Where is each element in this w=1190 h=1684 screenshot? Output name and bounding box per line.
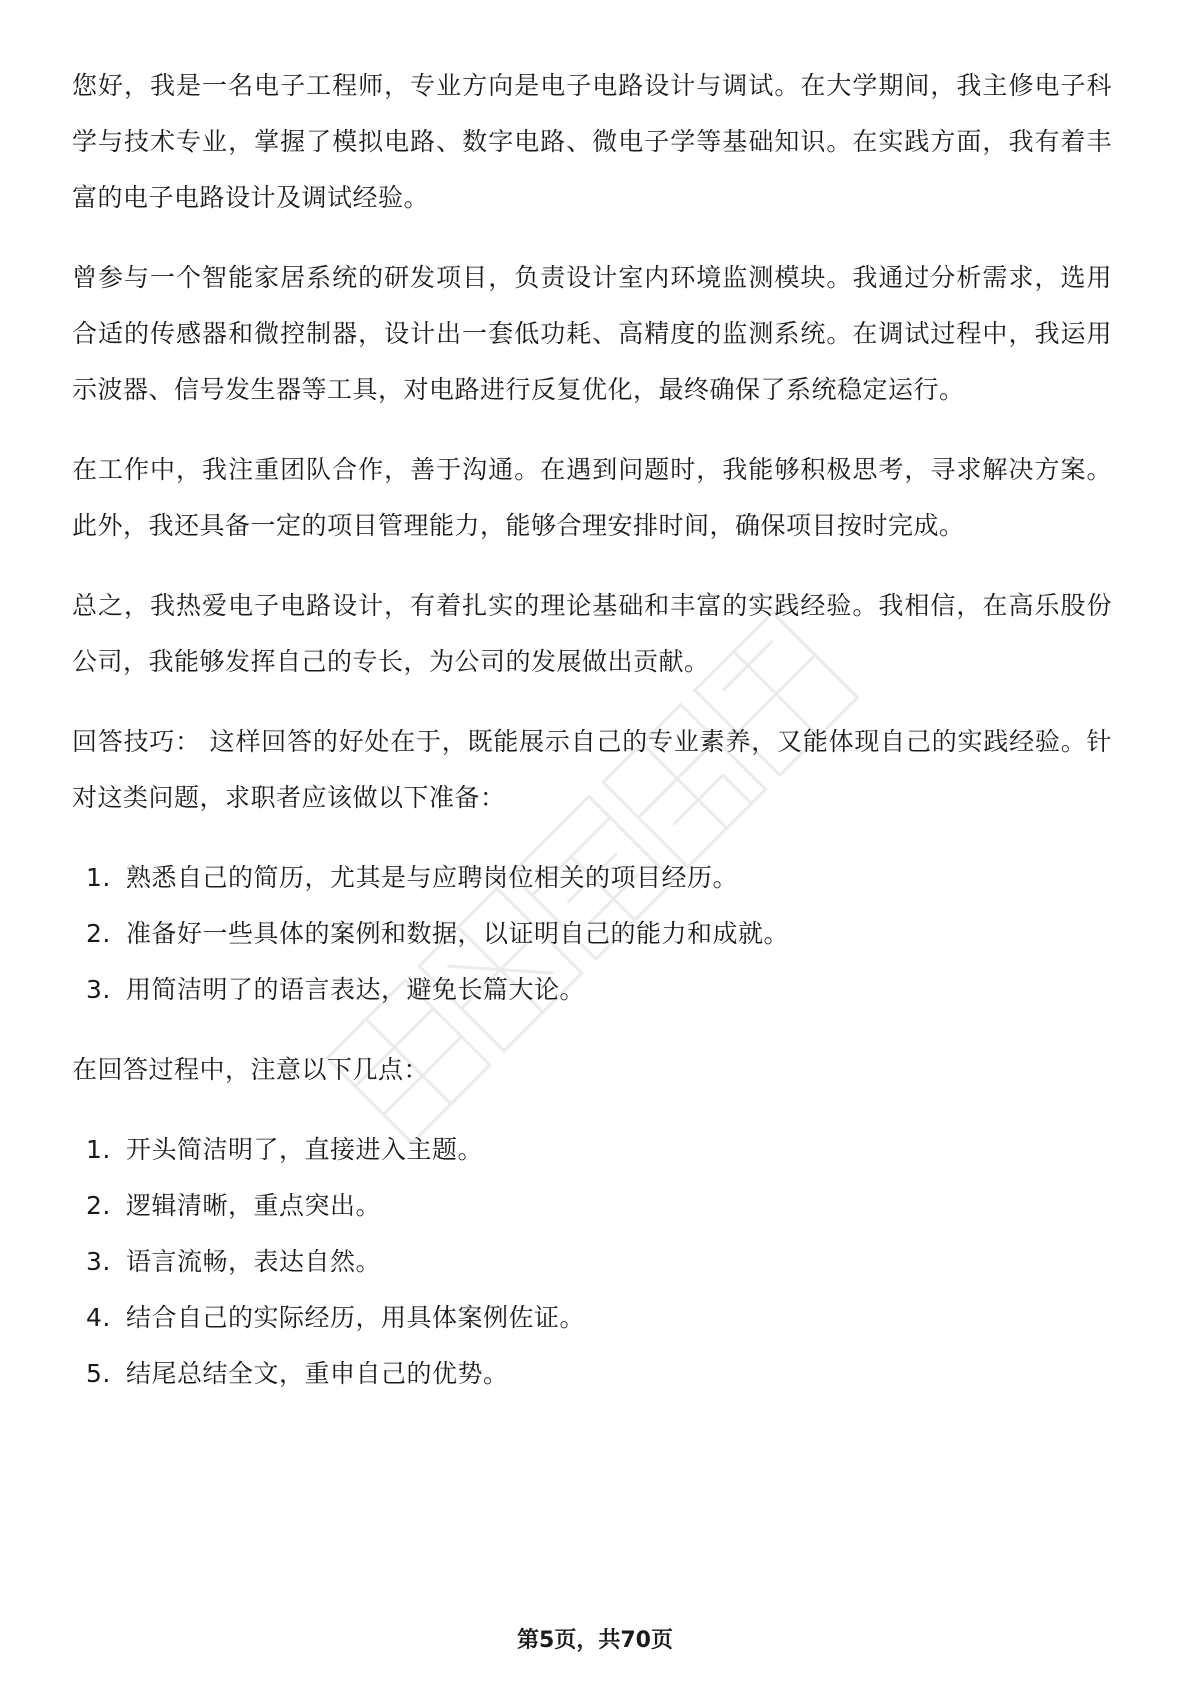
list-number: 4. [86,1303,111,1332]
list-text: 逻辑清晰，重点突出。 [126,1191,382,1220]
list-item [72,1122,1112,1178]
list-number: 2. [86,919,111,948]
list-text: 熟悉自己的简历，尤其是与应聘岗位相关的项目经历。 [126,863,739,892]
page-footer: 第5页，共70页 [517,1628,673,1653]
paragraph-project: 曾参与一个智能家居系统的研发项目，负责设计室内环境监测模块。我通过分析需求，选用合适的传感器和微控制器，设计出一套低功耗、高精度的监测系统。在调试过程中，我运用示波器、信号发生器等工具，对电路进行反复优化，最终确保了系统稳定运行。 [72,263,1112,404]
list-item [72,1234,1112,1290]
list-number: 5. [86,1359,111,1388]
list-number: 1. [86,863,111,892]
list-item [72,962,1112,1018]
list-item [72,906,1112,962]
list-number: 3. [86,975,111,1004]
paragraph-points-intro: 在回答过程中，注意以下几点： [72,1055,430,1084]
list-text: 开头简洁明了，直接进入主题。 [126,1135,484,1164]
paragraph-intro: 您好，我是一名电子工程师，专业方向是电子电路设计与调试。在大学期间，我主修电子科学与技术专业，掌握了模拟电路、数字电路、微电子学等基础知识。在实践方面，我有着丰富的电子电路设计及调试经验。 [72,71,1112,212]
list-text: 用简洁明了的语言表达，避免长篇大论。 [126,975,586,1004]
list-item [72,1178,1112,1234]
list-number: 2. [86,1191,111,1220]
list-text: 语言流畅，表达自然。 [126,1247,382,1276]
list-text: 准备好一些具体的案例和数据，以证明自己的能力和成就。 [126,919,790,948]
paragraph-teamwork: 在工作中，我注重团队合作，善于沟通。在遇到问题时，我能够积极思考，寻求解决方案。此外，我还具备一定的项目管理能力，能够合理安排时间，确保项目按时完成。 [72,455,1112,540]
paragraph-tips: 回答技巧： 这样回答的好处在于，既能展示自己的专业素养，又能体现自己的实践经验。针对这类问题，求职者应该做以下准备： [72,727,1112,812]
list-text: 结合自己的实际经历，用具体案例佐证。 [126,1303,586,1332]
list-item [72,1290,1112,1346]
list-number: 3. [86,1247,111,1276]
list-text: 结尾总结全文，重申自己的优势。 [126,1359,509,1388]
list-item [72,850,1112,906]
paragraph-summary: 总之，我热爱电子电路设计，有着扎实的理论基础和丰富的实践经验。我相信，在高乐股份公司，我能够发挥自己的专长，为公司的发展做出贡献。 [72,591,1112,676]
document-body [72,58,1112,1426]
points-list [72,1122,1112,1402]
list-item [72,1346,1112,1402]
list-number: 1. [86,1135,111,1164]
preparation-list [72,850,1112,1018]
